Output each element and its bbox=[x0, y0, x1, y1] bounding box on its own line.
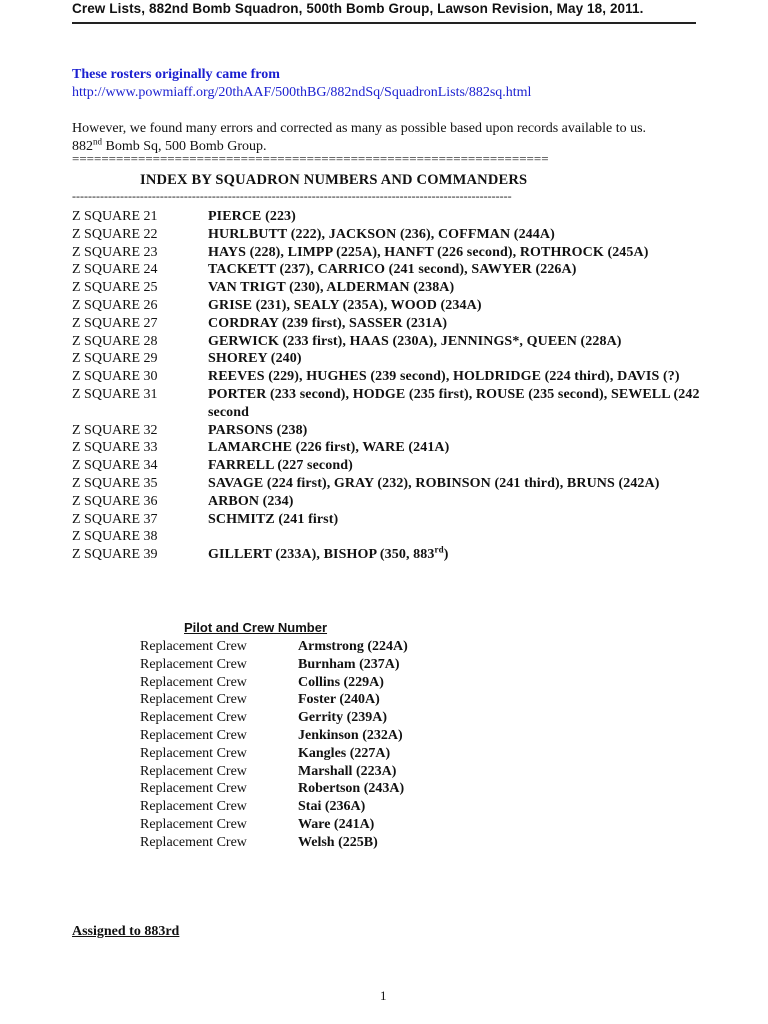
squadron-name: Z SQUARE 21 bbox=[72, 209, 158, 224]
squadron-row bbox=[72, 439, 702, 457]
commanders-text: PIERCE (223) bbox=[208, 209, 296, 224]
squadron-commanders bbox=[208, 457, 702, 475]
crew-row bbox=[140, 763, 408, 781]
squadron-row bbox=[72, 279, 702, 297]
squadron-commanders bbox=[208, 297, 702, 315]
squadron-name: Z SQUARE 35 bbox=[72, 475, 158, 491]
commanders-text: GILLERT (233A), BISHOP (350, 883 bbox=[208, 547, 435, 563]
crew-type: Replacement Crew bbox=[140, 834, 247, 850]
source-url-link[interactable]: http://www.powmiaff.org/20thAAF/500thBG/882ndSq/SquadronLists/882sq.html bbox=[72, 85, 532, 100]
commanders-text: FARRELL (227 second) bbox=[208, 458, 353, 474]
crew-type: Replacement Crew bbox=[140, 781, 247, 797]
commanders-text: GERWICK (233 first), HAAS (230A), JENNINGS*, QUEEN (228A) bbox=[208, 333, 622, 349]
crew-row bbox=[140, 780, 408, 798]
crew-pilot: Stai (236A) bbox=[298, 799, 366, 815]
commanders-text: REEVES (229), HUGHES (239 second), HOLDRIDGE (224 third), DAVIS (?) bbox=[208, 369, 680, 385]
commanders-text: SCHMITZ (241 first) bbox=[208, 511, 339, 527]
crew-pilot: Marshall (223A) bbox=[298, 763, 397, 779]
squadron-commanders bbox=[208, 475, 702, 493]
crew-row bbox=[140, 674, 408, 692]
crew-type: Replacement Crew bbox=[140, 763, 247, 779]
commanders-text: VAN TRIGT (230), ALDERMAN (238A) bbox=[208, 280, 455, 296]
squadron-commanders bbox=[208, 511, 702, 529]
squadron-commanders bbox=[208, 439, 702, 457]
index-heading: INDEX BY SQUADRON NUMBERS AND COMMANDERS bbox=[140, 172, 528, 188]
squadron-name: Z SQUARE 30 bbox=[72, 369, 158, 385]
squadron-name: Z SQUARE 36 bbox=[72, 493, 158, 509]
squadron-commanders bbox=[208, 261, 702, 279]
squadron-row bbox=[72, 546, 702, 564]
squadron-row bbox=[72, 226, 702, 244]
crew-type: Replacement Crew bbox=[140, 674, 247, 690]
squadron-commanders bbox=[208, 208, 702, 226]
commanders-text: HURLBUTT (222), JACKSON (236), COFFMAN (244A) bbox=[208, 226, 555, 242]
squadron-name: Z SQUARE 24 bbox=[72, 262, 158, 278]
squadron-row bbox=[72, 350, 702, 368]
crew-type: Replacement Crew bbox=[140, 656, 247, 672]
intro-heading: These rosters originally came from bbox=[72, 67, 280, 82]
commanders-text: PARSONS (238) bbox=[208, 422, 308, 438]
crew-pilot: Gerrity (239A) bbox=[298, 710, 388, 726]
replacement-crew-list bbox=[140, 638, 408, 852]
commanders-text: ARBON (234) bbox=[208, 493, 294, 509]
commanders-text: SAVAGE (224 first), GRAY (232), ROBINSON (241 third), BRUNS (242A) bbox=[208, 475, 660, 491]
crew-type: Replacement Crew bbox=[140, 727, 247, 743]
squadron-name: Z SQUARE 27 bbox=[72, 315, 158, 331]
squadron-name: Z SQUARE 32 bbox=[72, 422, 158, 438]
crew-pilot: Ware (241A) bbox=[298, 816, 375, 832]
crew-row bbox=[140, 709, 408, 727]
squadron-index-list bbox=[72, 208, 702, 564]
crew-row bbox=[140, 638, 408, 656]
commanders-closing: ) bbox=[443, 547, 449, 563]
commanders-suffix: rd bbox=[434, 544, 444, 555]
squadron-name: Z SQUARE 28 bbox=[72, 333, 158, 349]
squadron-name: Z SQUARE 34 bbox=[72, 458, 158, 474]
crew-pilot: Kangles (227A) bbox=[298, 745, 391, 761]
dash-separator: -------------------------------------------------------------------------------------------------------------- bbox=[72, 189, 512, 203]
squadron-commanders bbox=[208, 244, 702, 262]
squadron-commanders bbox=[208, 350, 702, 368]
squadron-name: Z SQUARE 31 bbox=[72, 386, 158, 402]
header-rule bbox=[72, 22, 696, 24]
crew-row bbox=[140, 816, 408, 834]
crew-row bbox=[140, 834, 408, 852]
squadron-name: Z SQUARE 38 bbox=[72, 529, 158, 545]
squadron-row bbox=[72, 297, 702, 315]
squadron-row bbox=[72, 493, 702, 511]
squadron-name: Z SQUARE 33 bbox=[72, 440, 158, 456]
squadron-commanders bbox=[208, 422, 702, 440]
squadron-row bbox=[72, 528, 702, 546]
squadron-row bbox=[72, 422, 702, 440]
equals-separator: ================================================================= bbox=[72, 151, 549, 166]
squadron-commanders bbox=[208, 493, 702, 511]
commanders-text: LAMARCHE (226 first), WARE (241A) bbox=[208, 440, 450, 456]
commanders-text: HAYS (228), LIMPP (225A), HANFT (226 second), ROTHROCK (245A) bbox=[208, 244, 649, 260]
crew-pilot: Armstrong (224A) bbox=[298, 639, 408, 654]
squadron-row bbox=[72, 208, 702, 226]
squadron-commanders bbox=[208, 333, 702, 351]
squadron-name: Z SQUARE 37 bbox=[72, 511, 158, 527]
squadron-row bbox=[72, 315, 702, 333]
crew-type: Replacement Crew bbox=[140, 692, 247, 708]
crew-pilot: Robertson (243A) bbox=[298, 781, 405, 797]
commanders-text: GRISE (231), SEALY (235A), WOOD (234A) bbox=[208, 297, 482, 313]
squadron-row bbox=[72, 475, 702, 493]
squadron-name: Z SQUARE 29 bbox=[72, 351, 158, 367]
crew-pilot: Collins (229A) bbox=[298, 674, 384, 690]
note-unit-suffix: nd bbox=[93, 136, 102, 147]
crew-row bbox=[140, 691, 408, 709]
crew-pilot: Burnham (237A) bbox=[298, 656, 400, 672]
squadron-row bbox=[72, 368, 702, 386]
squadron-name: Z SQUARE 22 bbox=[72, 226, 158, 242]
note-unit-number: 882 bbox=[72, 139, 93, 154]
squadron-commanders bbox=[208, 315, 702, 333]
crew-pilot: Foster (240A) bbox=[298, 692, 380, 708]
crew-type: Replacement Crew bbox=[140, 639, 247, 654]
correction-note-line1: However, we found many errors and corrected as many as possible based upon records available to us. bbox=[72, 121, 647, 136]
crew-row bbox=[140, 798, 408, 816]
page-number: 1 bbox=[380, 988, 387, 1003]
crew-section-heading: Pilot and Crew Number bbox=[184, 620, 328, 635]
crew-type: Replacement Crew bbox=[140, 799, 247, 815]
squadron-row bbox=[72, 457, 702, 475]
crew-pilot: Welsh (225B) bbox=[298, 834, 378, 850]
squadron-commanders bbox=[208, 386, 702, 422]
squadron-name: Z SQUARE 26 bbox=[72, 297, 158, 313]
squadron-name: Z SQUARE 23 bbox=[72, 244, 158, 260]
crew-pilot: Jenkinson (232A) bbox=[298, 727, 403, 743]
crew-row bbox=[140, 727, 408, 745]
note-unit-text: Bomb Sq, 500 Bomb Group. bbox=[102, 139, 267, 154]
crew-type: Replacement Crew bbox=[140, 710, 247, 726]
squadron-commanders bbox=[208, 226, 702, 244]
intro-block bbox=[72, 66, 531, 102]
commanders-text: TACKETT (237), CARRICO (241 second), SAWYER (226A) bbox=[208, 262, 577, 278]
squadron-row bbox=[72, 244, 702, 262]
crew-row bbox=[140, 656, 408, 674]
crew-row bbox=[140, 745, 408, 763]
squadron-row bbox=[72, 511, 702, 529]
squadron-commanders bbox=[208, 546, 702, 564]
squadron-commanders bbox=[208, 368, 702, 386]
squadron-row bbox=[72, 261, 702, 279]
squadron-commanders bbox=[208, 279, 702, 297]
squadron-row bbox=[72, 333, 702, 351]
commanders-text: PORTER (233 second), HODGE (235 first), ROUSE (235 second), SEWELL (242 second bbox=[208, 386, 700, 420]
crew-type: Replacement Crew bbox=[140, 816, 247, 832]
commanders-text: CORDRAY (239 first), SASSER (231A) bbox=[208, 315, 448, 331]
document-header-title: Crew Lists, 882nd Bomb Squadron, 500th Bomb Group, Lawson Revision, May 18, 2011. bbox=[72, 1, 644, 16]
squadron-name: Z SQUARE 25 bbox=[72, 280, 158, 296]
commanders-text: SHOREY (240) bbox=[208, 351, 302, 367]
squadron-name: Z SQUARE 39 bbox=[72, 547, 158, 563]
assigned-heading: Assigned to 883rd bbox=[72, 924, 180, 939]
crew-type: Replacement Crew bbox=[140, 745, 247, 761]
squadron-row bbox=[72, 386, 702, 422]
